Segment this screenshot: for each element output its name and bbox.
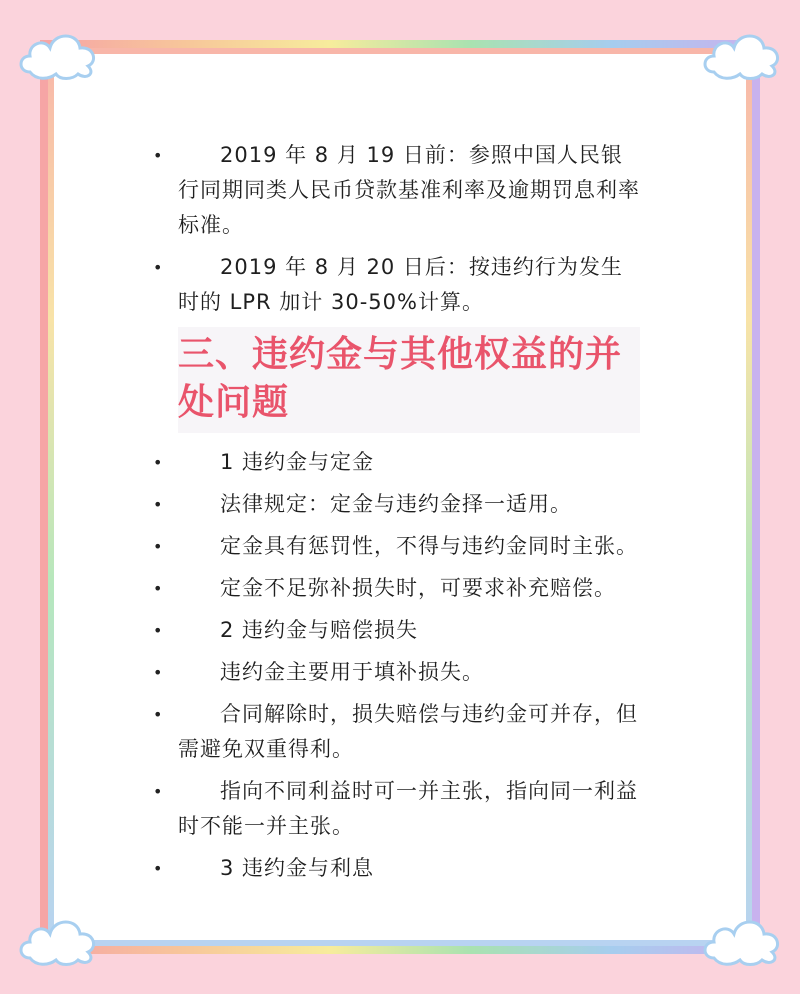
document-body <box>150 138 640 893</box>
bullet-icon: • <box>153 621 164 640</box>
bullet-icon: • <box>153 258 164 277</box>
list-item-text: 3 违约金与利息 <box>220 856 375 880</box>
cloud-icon <box>16 26 100 82</box>
bullet-icon: • <box>153 453 164 472</box>
list-item <box>150 697 640 767</box>
bullet-icon: • <box>153 859 164 878</box>
list-item-text: 2019 年 8 月 19 日前：参照中国人民银行同期同类人民币贷款基准利率及逾期罚息利率标准。 <box>178 143 640 237</box>
bullet-icon: • <box>153 579 164 598</box>
list-item <box>150 529 640 564</box>
bullet-icon: • <box>153 782 164 801</box>
list-item-text: 合同解除时，损失赔偿与违约金可并存，但需避免双重得利。 <box>178 702 638 761</box>
list-item <box>150 250 640 320</box>
bullet-icon: • <box>153 537 164 556</box>
cloud-icon <box>700 26 784 82</box>
section-heading: 三、违约金与其他权益的并处问题 <box>178 334 623 423</box>
list-item-text: 1 违约金与定金 <box>220 450 375 474</box>
list-item <box>150 571 640 606</box>
list-item <box>150 851 640 886</box>
list-item-text: 违约金主要用于填补损失。 <box>220 660 484 684</box>
list-item <box>150 613 640 648</box>
list-item <box>150 655 640 690</box>
cloud-icon <box>700 912 784 968</box>
bullet-icon: • <box>153 495 164 514</box>
bullet-icon: • <box>153 146 164 165</box>
list-item-text: 法律规定：定金与违约金择一适用。 <box>220 492 572 516</box>
list-item <box>150 774 640 844</box>
bullet-icon: • <box>153 663 164 682</box>
list-item-text: 2 违约金与赔偿损失 <box>220 618 419 642</box>
list-item-text: 定金具有惩罚性，不得与违约金同时主张。 <box>220 534 638 558</box>
list-item <box>150 138 640 243</box>
bullet-icon: • <box>153 705 164 724</box>
list-item <box>150 445 640 480</box>
list-item <box>150 487 640 522</box>
list-item-text: 指向不同利益时可一并主张，指向同一利益时不能一并主张。 <box>178 779 638 838</box>
list-item-text: 定金不足弥补损失时，可要求补充赔偿。 <box>220 576 616 600</box>
list-item-text: 2019 年 8 月 20 日后：按违约行为发生时的 LPR 加计 30-50%计算。 <box>178 255 623 314</box>
cloud-icon <box>16 912 100 968</box>
section-heading-block <box>178 327 640 433</box>
